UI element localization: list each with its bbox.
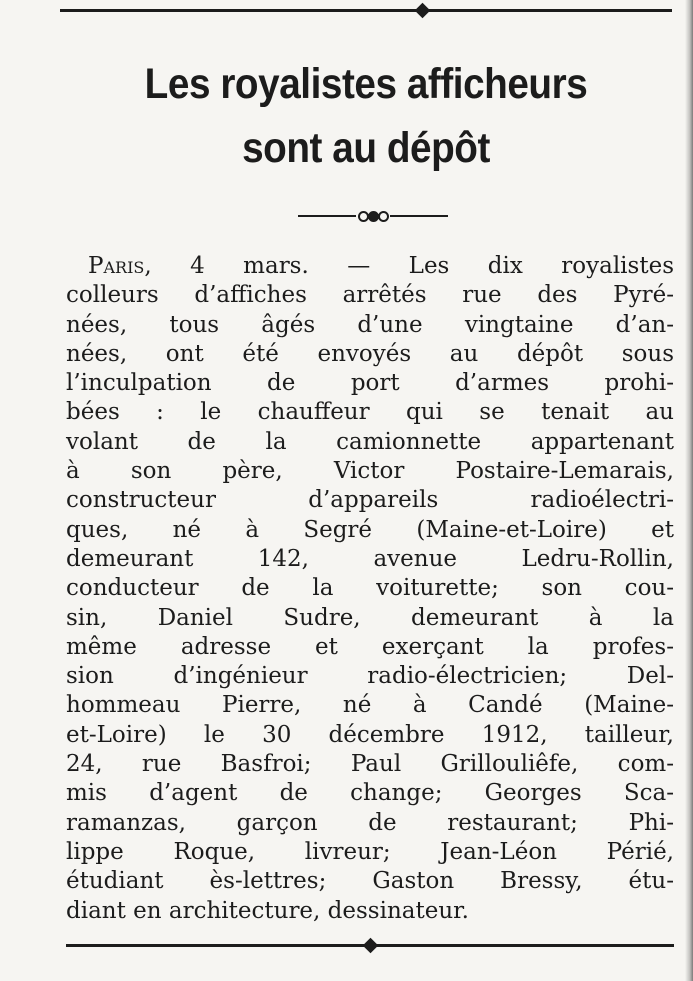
article-line: même adresse et exerçant la profes- (66, 633, 674, 660)
ornament-divider-icon (298, 208, 448, 224)
article-line: colleurs d’affiches arrêtés rue des Pyré- (66, 282, 674, 309)
article-line: volant de la camionnette appartenant (66, 428, 674, 455)
article-line: sin, Daniel Sudre, demeurant à la (66, 604, 674, 631)
article-line: constructeur d’appareils radioélectri- (66, 487, 674, 514)
article-line: conducteur de la voiturette; son cou- (66, 575, 674, 602)
article-line: nées, ont été envoyés au dépôt sous (66, 340, 674, 367)
article-line: étudiant ès-lettres; Gaston Bressy, étu- (66, 868, 674, 895)
headline-line-1: Les royalistes afficheurs (144, 60, 588, 108)
ornament-line-right (390, 215, 448, 217)
article-line: bées : le chauffeur qui se tenait au (66, 399, 674, 426)
bottom-rule-diamond-icon (363, 938, 379, 954)
article-line: sion d’ingénieur radio-électricien; Del- (66, 663, 674, 690)
bottom-rule-divider (66, 939, 674, 953)
ornament-circle-icon (378, 211, 389, 222)
article-line: et-Loire) le 30 décembre 1912, tailleur, (66, 721, 674, 748)
article-line: ques, né à Segré (Maine-et-Loire) et (66, 516, 674, 543)
article-line (66, 252, 674, 281)
article-line: diant en architecture, dessinateur. (66, 897, 469, 924)
article-line: 24, rue Basfroi; Paul Grillouliêfe, com- (66, 751, 674, 778)
headline-line-2: sont au dépôt (242, 124, 490, 172)
article-body (66, 252, 674, 926)
article-line: demeurant 142, avenue Ledru-Rollin, (66, 545, 674, 572)
page-edge-shadow (685, 0, 693, 981)
article-line: ramanzas, garçon de restaurant; Phi- (66, 809, 674, 836)
dateline-text: , 4 mars. — Les dix royalistes (144, 253, 674, 279)
headline (91, 52, 642, 180)
top-rule-diamond-icon (415, 3, 431, 19)
top-rule-divider (60, 4, 672, 18)
top-rule-bar (60, 9, 672, 12)
dateline-city: Paris (88, 253, 145, 279)
article-line: nées, tous âgés d’une vingtaine d’an- (66, 311, 674, 338)
article-line: hommeau Pierre, né à Candé (Maine- (66, 692, 674, 719)
article-line: à son père, Victor Postaire-Lemarais, (66, 458, 674, 485)
article-line: mis d’agent de change; Georges Sca- (66, 780, 674, 807)
ornament-line-left (298, 215, 356, 217)
article-line: lippe Roque, livreur; Jean-Léon Périé, (66, 838, 674, 865)
article-line: l’inculpation de port d’armes prohi- (66, 370, 674, 397)
